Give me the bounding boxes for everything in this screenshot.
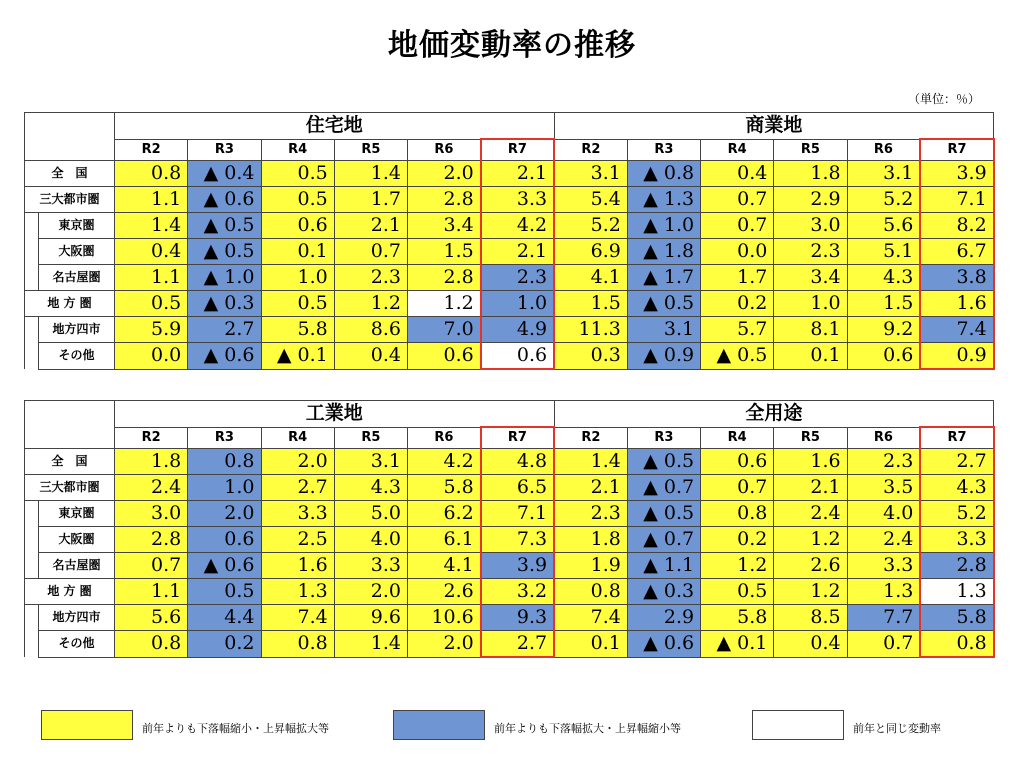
value-cell: 7.1 [481,501,554,527]
year-header: R7 [920,139,993,161]
value-cell: 2.1 [554,475,627,501]
row-indent [25,265,39,291]
table-corner [25,401,115,449]
group-header: 住宅地 [115,113,555,140]
value-cell: 0.5 [261,161,334,187]
value-cell: 1.2 [701,553,774,579]
value-cell: 1.1 [115,579,188,605]
value-cell: 5.1 [847,239,920,265]
value-cell: 0.5 [261,291,334,317]
value-cell: 0.7 [334,239,407,265]
value-cell: ▲ 0.6 [188,187,261,213]
value-cell: 0.4 [701,161,774,187]
value-cell: 1.1 [115,187,188,213]
value-cell: 5.2 [920,501,993,527]
value-cell: 0.2 [701,527,774,553]
value-cell: 3.4 [408,213,481,239]
group-header: 工業地 [115,401,555,428]
value-cell: 1.5 [408,239,481,265]
value-cell: 2.0 [408,631,481,658]
value-cell: 2.8 [920,553,993,579]
rate-table-1 [24,112,995,370]
year-header: R4 [701,427,774,449]
year-header: R7 [481,139,554,161]
value-cell: 0.7 [701,213,774,239]
value-cell: ▲ 0.1 [261,343,334,370]
row-indent [25,317,39,343]
year-header: R5 [334,139,407,161]
value-cell: 1.1 [115,265,188,291]
value-cell: 2.1 [481,161,554,187]
table-corner [25,113,115,161]
value-cell: ▲ 0.4 [188,161,261,187]
value-cell: 1.0 [481,291,554,317]
value-cell: 0.5 [701,579,774,605]
value-cell: 4.2 [408,449,481,475]
value-cell: 2.8 [115,527,188,553]
value-cell: ▲ 0.5 [627,501,700,527]
value-cell: ▲ 0.9 [627,343,700,370]
value-cell: ▲ 0.8 [627,161,700,187]
value-cell: 0.3 [554,343,627,370]
year-header: R4 [261,427,334,449]
value-cell: 2.8 [408,265,481,291]
value-cell: 5.7 [701,317,774,343]
value-cell: ▲ 1.1 [627,553,700,579]
value-cell: 0.8 [115,161,188,187]
value-cell: 0.7 [847,631,920,658]
value-cell: 3.9 [920,161,993,187]
year-header: R5 [774,427,847,449]
value-cell: 1.4 [554,449,627,475]
table-row [25,161,994,187]
value-cell: 5.9 [115,317,188,343]
value-cell: 3.3 [920,527,993,553]
value-cell: 1.6 [261,553,334,579]
value-cell: 2.6 [774,553,847,579]
value-cell: 2.4 [774,501,847,527]
value-cell: 5.8 [408,475,481,501]
row-label: 大阪圏 [39,239,115,265]
row-indent [25,501,39,527]
value-cell: 2.1 [774,475,847,501]
table-row [25,501,994,527]
value-cell: 3.9 [481,553,554,579]
row-label: 地方四市 [39,605,115,631]
value-cell: 2.0 [188,501,261,527]
value-cell: 4.4 [188,605,261,631]
row-label: 東京圏 [39,501,115,527]
table-row [25,291,994,317]
value-cell: 6.7 [920,239,993,265]
table-row [25,579,994,605]
value-cell: 7.7 [847,605,920,631]
value-cell: 4.1 [554,265,627,291]
legend [0,706,1024,746]
value-cell: 0.4 [334,343,407,370]
value-cell: 1.8 [774,161,847,187]
value-cell: 5.0 [334,501,407,527]
value-cell: ▲ 1.0 [188,265,261,291]
value-cell: 3.3 [334,553,407,579]
value-cell: 7.0 [408,317,481,343]
value-cell: ▲ 0.5 [627,291,700,317]
value-cell: 0.8 [188,449,261,475]
year-header: R4 [701,139,774,161]
value-cell: 1.3 [920,579,993,605]
value-cell: 0.8 [554,579,627,605]
value-cell: 1.3 [261,579,334,605]
value-cell: 3.0 [115,501,188,527]
value-cell: 4.9 [481,317,554,343]
value-cell: 8.6 [334,317,407,343]
value-cell: 11.3 [554,317,627,343]
row-indent [25,343,39,370]
value-cell: 3.4 [774,265,847,291]
value-cell: 4.3 [334,475,407,501]
row-label: 大阪圏 [39,527,115,553]
row-indent [25,553,39,579]
value-cell: 3.8 [920,265,993,291]
legend-swatch-yellow [41,710,133,740]
value-cell: 2.7 [920,449,993,475]
value-cell: 3.1 [554,161,627,187]
value-cell: 0.1 [261,239,334,265]
value-cell: ▲ 0.5 [188,213,261,239]
value-cell: 1.2 [334,291,407,317]
page-title: 地価変動率の推移 [388,28,636,63]
value-cell: 3.3 [847,553,920,579]
value-cell: 1.4 [115,213,188,239]
value-cell: 0.6 [847,343,920,370]
row-indent [25,213,39,239]
value-cell: 0.8 [701,501,774,527]
value-cell: 9.3 [481,605,554,631]
value-cell: 1.2 [774,579,847,605]
row-indent [25,527,39,553]
value-cell: ▲ 0.6 [188,343,261,370]
value-cell: 0.0 [701,239,774,265]
value-cell: 5.6 [847,213,920,239]
value-cell: 0.9 [920,343,993,370]
year-header: R5 [774,139,847,161]
value-cell: 0.7 [701,475,774,501]
year-header: R3 [627,139,700,161]
value-cell: 2.3 [481,265,554,291]
value-cell: 6.2 [408,501,481,527]
value-cell: 4.1 [408,553,481,579]
group-header: 全用途 [554,401,994,428]
value-cell: 0.7 [115,553,188,579]
value-cell: 2.1 [334,213,407,239]
row-indent [25,605,39,631]
table-row [25,475,994,501]
value-cell: 3.5 [847,475,920,501]
value-cell: 2.3 [554,501,627,527]
year-header: R6 [847,427,920,449]
year-header: R6 [408,139,481,161]
value-cell: 1.8 [115,449,188,475]
value-cell: 7.1 [920,187,993,213]
value-cell: 0.1 [774,343,847,370]
value-cell: 1.5 [554,291,627,317]
value-cell: ▲ 0.7 [627,475,700,501]
value-cell: 0.6 [481,343,554,370]
value-cell: 2.6 [408,579,481,605]
year-header: R2 [115,139,188,161]
value-cell: 3.1 [627,317,700,343]
value-cell: 4.0 [334,527,407,553]
row-label: 三大都市圏 [25,187,115,213]
value-cell: 0.5 [115,291,188,317]
value-cell: ▲ 0.3 [627,579,700,605]
value-cell: 0.6 [408,343,481,370]
value-cell: 1.0 [188,475,261,501]
value-cell: ▲ 1.8 [627,239,700,265]
value-cell: 5.8 [920,605,993,631]
year-header: R5 [334,427,407,449]
value-cell: 7.4 [261,605,334,631]
table-row [25,265,994,291]
value-cell: 1.7 [334,187,407,213]
value-cell: 4.8 [481,449,554,475]
year-header: R2 [554,427,627,449]
value-cell: 1.3 [847,579,920,605]
value-cell: 0.0 [115,343,188,370]
row-label: 東京圏 [39,213,115,239]
table-row [25,343,994,370]
value-cell: 2.3 [847,449,920,475]
value-cell: 2.5 [261,527,334,553]
value-cell: 2.7 [261,475,334,501]
table-row [25,527,994,553]
value-cell: 8.2 [920,213,993,239]
table-row [25,631,994,658]
year-header: R2 [554,139,627,161]
value-cell: 3.1 [847,161,920,187]
value-cell: 2.9 [627,605,700,631]
value-cell: 0.8 [115,631,188,658]
value-cell: 6.5 [481,475,554,501]
value-cell: 2.0 [334,579,407,605]
legend-label-yellow: 前年よりも下落幅縮小・上昇幅拡大等 [142,722,329,735]
row-indent [25,239,39,265]
value-cell: 5.2 [847,187,920,213]
value-cell: 4.0 [847,501,920,527]
value-cell: 5.8 [261,317,334,343]
legend-swatch-white [752,710,844,740]
row-label: 地方四市 [39,317,115,343]
value-cell: 2.3 [774,239,847,265]
value-cell: ▲ 1.0 [627,213,700,239]
row-label: 全 国 [25,161,115,187]
value-cell: 7.4 [920,317,993,343]
value-cell: 0.7 [701,187,774,213]
value-cell: 10.6 [408,605,481,631]
row-label: 地 方 圏 [25,579,115,605]
row-label: 名古屋圏 [39,265,115,291]
value-cell: ▲ 1.7 [627,265,700,291]
year-header: R2 [115,427,188,449]
year-header: R3 [188,427,261,449]
value-cell: 5.8 [701,605,774,631]
year-header: R6 [408,427,481,449]
row-label: その他 [39,631,115,658]
year-header: R3 [188,139,261,161]
value-cell: 3.1 [334,449,407,475]
value-cell: 2.0 [261,449,334,475]
value-cell: 9.6 [334,605,407,631]
group-header: 商業地 [554,113,994,140]
value-cell: ▲ 0.6 [188,553,261,579]
value-cell: 0.5 [261,187,334,213]
value-cell: ▲ 0.6 [627,631,700,658]
value-cell: ▲ 0.5 [188,239,261,265]
legend-label-white: 前年と同じ変動率 [853,722,941,735]
legend-label-blue: 前年よりも下落幅拡大・上昇幅縮小等 [494,722,681,735]
value-cell: 2.7 [481,631,554,658]
value-cell: 3.3 [481,187,554,213]
value-cell: 2.7 [188,317,261,343]
value-cell: ▲ 1.3 [627,187,700,213]
value-cell: 4.3 [847,265,920,291]
row-label: 三大都市圏 [25,475,115,501]
value-cell: 7.3 [481,527,554,553]
table-row [25,317,994,343]
rate-table-2 [24,400,995,658]
value-cell: 2.1 [481,239,554,265]
value-cell: 0.8 [261,631,334,658]
value-cell: 2.9 [774,187,847,213]
value-cell: 2.4 [115,475,188,501]
value-cell: ▲ 0.5 [627,449,700,475]
year-header: R4 [261,139,334,161]
value-cell: 1.0 [261,265,334,291]
value-cell: 9.2 [847,317,920,343]
value-cell: 0.6 [701,449,774,475]
table-row [25,553,994,579]
row-label: 名古屋圏 [39,553,115,579]
year-header: R6 [847,139,920,161]
row-label: その他 [39,343,115,370]
value-cell: 8.5 [774,605,847,631]
value-cell: 0.6 [261,213,334,239]
value-cell: 1.4 [334,161,407,187]
unit-note: （単位：％） [907,92,980,106]
value-cell: 6.9 [554,239,627,265]
value-cell: 5.4 [554,187,627,213]
table-row [25,213,994,239]
value-cell: ▲ 0.5 [701,343,774,370]
value-cell: 7.4 [554,605,627,631]
value-cell: 4.2 [481,213,554,239]
value-cell: 0.4 [115,239,188,265]
value-cell: 2.0 [408,161,481,187]
value-cell: 5.2 [554,213,627,239]
value-cell: 1.8 [554,527,627,553]
value-cell: 5.6 [115,605,188,631]
value-cell: 0.1 [554,631,627,658]
value-cell: 1.6 [774,449,847,475]
value-cell: ▲ 0.7 [627,527,700,553]
value-cell: 1.0 [774,291,847,317]
year-header: R3 [627,427,700,449]
value-cell: 1.7 [701,265,774,291]
value-cell: 0.2 [188,631,261,658]
value-cell: 0.6 [188,527,261,553]
value-cell: 1.2 [408,291,481,317]
legend-swatch-blue [393,710,485,740]
value-cell: 2.8 [408,187,481,213]
row-label: 全 国 [25,449,115,475]
year-header: R7 [481,427,554,449]
value-cell: 0.2 [701,291,774,317]
value-cell: 1.5 [847,291,920,317]
table-row [25,449,994,475]
value-cell: 1.2 [774,527,847,553]
value-cell: 1.4 [334,631,407,658]
value-cell: 0.8 [920,631,993,658]
value-cell: 1.6 [920,291,993,317]
table-row [25,187,994,213]
value-cell: 3.0 [774,213,847,239]
row-indent [25,631,39,658]
value-cell: 1.9 [554,553,627,579]
value-cell: ▲ 0.3 [188,291,261,317]
row-label: 地 方 圏 [25,291,115,317]
table-row [25,239,994,265]
value-cell: 0.5 [188,579,261,605]
year-header: R7 [920,427,993,449]
value-cell: 2.4 [847,527,920,553]
value-cell: 8.1 [774,317,847,343]
value-cell: 4.3 [920,475,993,501]
value-cell: 0.4 [774,631,847,658]
value-cell: 3.3 [261,501,334,527]
value-cell: 3.2 [481,579,554,605]
value-cell: 2.3 [334,265,407,291]
value-cell: 6.1 [408,527,481,553]
value-cell: ▲ 0.1 [701,631,774,658]
table-row [25,605,994,631]
